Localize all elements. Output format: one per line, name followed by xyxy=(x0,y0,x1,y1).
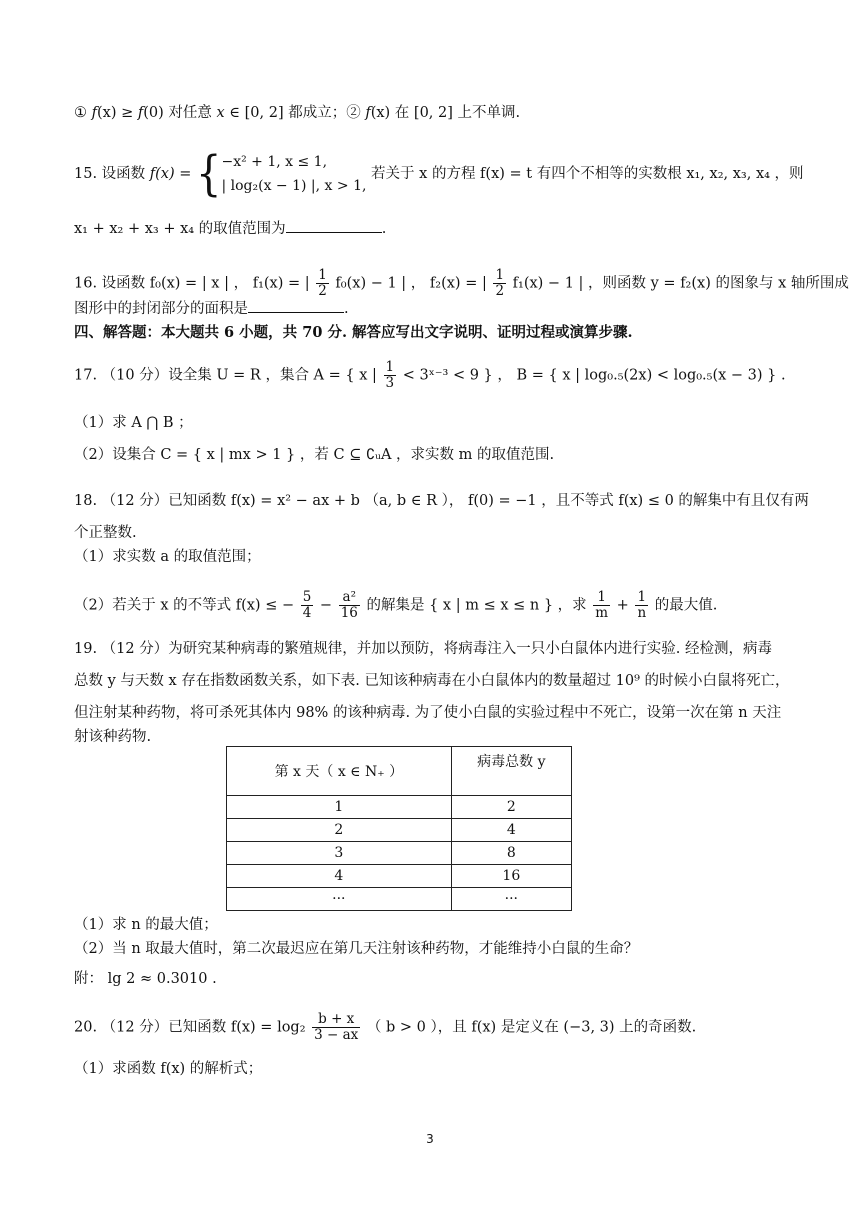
left-brace: { xyxy=(196,146,222,202)
table-cell: ··· xyxy=(227,888,452,911)
table-row xyxy=(227,819,572,842)
section-heading: 四、解答题：本大题共 6 小题，共 70 分. 解答应写出文字说明、证明过程或演算步骤. xyxy=(74,324,633,341)
question-15-line2: x₁ + x₂ + x₃ + x₄ 的取值范围为 . xyxy=(74,218,798,240)
question-16: 16. 设函数 f₀(x) = | x | ， f₁(x) = | $\frac{1}{2}$ f₀(x) − 1 | ， f₂(x) = | $\frac{1}{2}$ f₁(x) − 1 | ，则函数 y = f₂(x) 的图象与 x 轴所围成 xyxy=(74,267,849,299)
question-19-line2: 总数 y 与天数 x 存在指数函数关系，如下表. 已知该种病毒在小白鼠体内的数量超过 10⁹ 的时候小白鼠将死亡， xyxy=(74,673,790,689)
fraction: $\frac{1}{2}$ xyxy=(495,267,505,299)
question-19-line3: 但注射某种药物，将可杀死其体内 98% 的该种病毒. 为了使小白鼠的实验过程中不死亡，设第一次在第 n 天注 xyxy=(74,705,782,721)
question-19-line1: 19. （12 分）为研究某种病毒的繁殖规律，并加以预防，将病毒注入一只小白鼠体内进行实验. 经检测，病毒 xyxy=(74,641,772,657)
table-header: 病毒总数 y xyxy=(451,747,571,796)
question-19-part1: （1）求 n 的最大值； xyxy=(74,917,218,933)
fraction: $\frac{\text{a²}}{16}$ xyxy=(340,589,358,621)
question-18-part1: （1）求实数 a 的取值范围； xyxy=(74,549,261,565)
fraction: $\frac{1}{2}$ xyxy=(318,267,327,299)
table-row xyxy=(227,842,572,865)
answer-blank[interactable] xyxy=(248,298,344,313)
table-cell: ··· xyxy=(451,888,571,911)
table-row xyxy=(227,888,572,911)
fraction: $\frac{5}{4}$ xyxy=(302,589,312,621)
question-17-part2: （2）设集合 C = { x | mx > 1 } ，若 C ⊆ ∁ᵤA ，求实数 m 的取值范围. xyxy=(74,447,555,463)
question-18-part2: （2）若关于 x 的不等式 f(x) ≤ − $\frac{5}{4}$ − $\frac{\text{a²}}{16}$ 的解集是 { x | m ≤ x ≤ n } ，求 $\frac{1}{m}$ + $\frac{1}{n}$ 的最大值. xyxy=(74,589,718,621)
q14-conditions: ① f(x) ≥ f(0) 对任意 x ∈ [0, 2] 都成立；② f(x) 在 [0, 2] 上不单调. xyxy=(74,105,521,121)
fraction: $\frac{1}{3}$ xyxy=(385,359,395,391)
table-row xyxy=(227,796,572,819)
question-19-part2: （2）当 n 取最大值时，第二次最迟应在第几天注射该种药物，才能维持小白鼠的生命？ xyxy=(74,941,639,957)
question-20-part1: （1）求函数 f(x) 的解析式； xyxy=(74,1061,263,1077)
table-cell: 4 xyxy=(227,865,452,888)
table-header: 第 x 天（ x ∈ N₊ ） xyxy=(227,747,452,796)
table-cell: 2 xyxy=(227,819,452,842)
question-18-line2: 个正整数. xyxy=(74,525,137,541)
fraction: $\frac{1}{m}$ xyxy=(595,589,609,621)
question-17: 17. （10 分）设全集 U = R ，集合 A = { x | $\frac{1}{3}$ < 3ˣ⁻³ < 9 } ， B = { x | log₀.₅(2x) < log₀.₅(x − 3) } . xyxy=(74,359,786,391)
table-cell: 4 xyxy=(451,819,571,842)
table-cell: 8 xyxy=(451,842,571,865)
page-number: 3 xyxy=(426,1132,434,1146)
answer-blank[interactable] xyxy=(286,218,382,233)
table-header-row xyxy=(227,747,572,796)
question-19-line4: 射该种药物. xyxy=(74,729,152,745)
table-row xyxy=(227,865,572,888)
table-cell: 1 xyxy=(227,796,452,819)
table-cell: 16 xyxy=(451,865,571,888)
question-19-note: 附： lg 2 ≈ 0.3010 . xyxy=(74,971,217,987)
question-20: 20. （12 分）已知函数 f(x) = log₂ $\frac{b + x}{3 - ax}$ （ b > 0 ），且 f(x) 是定义在 (−3, 3) 上的奇函数. xyxy=(74,1011,697,1043)
piecewise-cases: −x² + 1, x ≤ 1, | log₂(x − 1) |, x > 1, xyxy=(221,154,367,194)
fraction: $\frac{1}{n}$ xyxy=(637,589,647,621)
table-cell: 2 xyxy=(451,796,571,819)
virus-table xyxy=(226,746,572,911)
question-16-line2: 图形中的封闭部分的面积是 . xyxy=(74,298,798,320)
fraction: $\frac{b + x}{3 - ax}$ xyxy=(314,1011,359,1043)
question-17-part1: （1）求 A ⋂ B ； xyxy=(74,415,193,431)
table-cell: 3 xyxy=(227,842,452,865)
question-15: 15. 设函数 f(x) = { −x² + 1, x ≤ 1, | log₂(x − 1) |, x > 1, 若关于 x 的方程 f(x) = t 有四个不相等的实数根 x₁, x₂, x₃, x₄ ，则 xyxy=(74,146,804,202)
question-18: 18. （12 分）已知函数 f(x) = x² − ax + b （a, b ∈ R ）， f(0) = −1 ，且不等式 f(x) ≤ 0 的解集中有且仅有两 xyxy=(74,493,809,509)
